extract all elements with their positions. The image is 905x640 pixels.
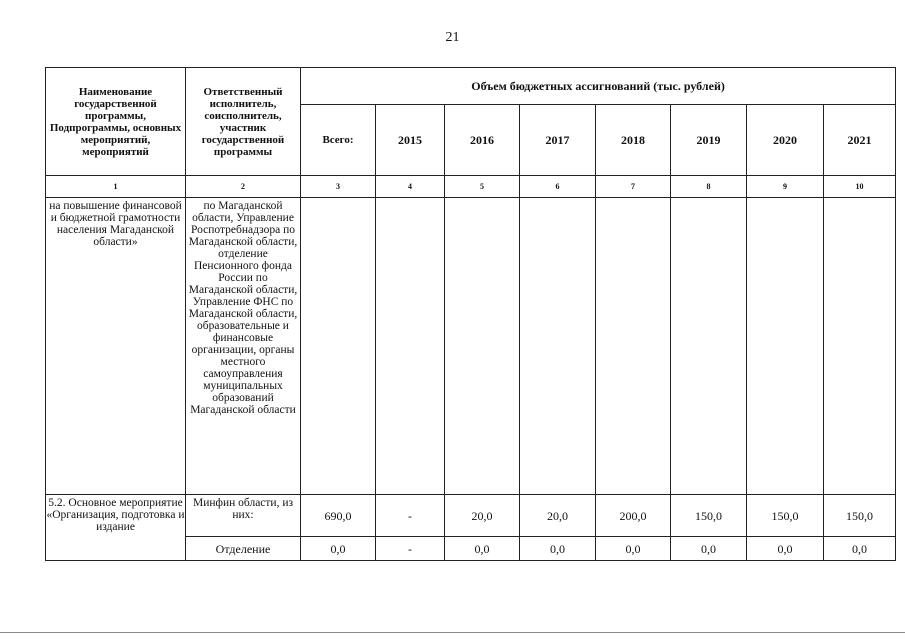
value-cell: 0,0 <box>747 537 824 561</box>
program-name-cell: 5.2. Основное мероприятие «Организация, подготовка и издание <box>46 495 186 561</box>
value-cell: 150,0 <box>824 495 896 537</box>
column-number: 2 <box>186 176 301 198</box>
program-name-cell: на повышение финансовой и бюджетной грамотности населения Магаданской области» <box>46 198 186 495</box>
header-year: 2015 <box>376 105 445 176</box>
empty-cell <box>520 198 596 495</box>
value-cell: 0,0 <box>596 537 671 561</box>
column-number: 3 <box>301 176 376 198</box>
executor-cell: по Магаданской области, Управление Роспотребнадзора по Магаданской области, отделение Пенсионного фонда России по Магаданской области, Управление ФНС по Магаданской области, образовательные и финансовые организации, органы местного самоуправления муниципальных образований Магаданской области <box>186 198 301 495</box>
value-cell: - <box>376 495 445 537</box>
value-cell: 150,0 <box>671 495 747 537</box>
value-cell: 200,0 <box>596 495 671 537</box>
value-cell: 0,0 <box>520 537 596 561</box>
column-number: 6 <box>520 176 596 198</box>
value-cell: 0,0 <box>824 537 896 561</box>
budget-table <box>45 67 896 561</box>
column-number: 5 <box>445 176 520 198</box>
empty-cell <box>596 198 671 495</box>
column-number: 10 <box>824 176 896 198</box>
empty-cell <box>301 198 376 495</box>
value-cell: 690,0 <box>301 495 376 537</box>
column-number: 9 <box>747 176 824 198</box>
header-year: 2018 <box>596 105 671 176</box>
value-cell: 150,0 <box>747 495 824 537</box>
page-number: 21 <box>445 30 460 45</box>
column-number: 4 <box>376 176 445 198</box>
header-year: 2019 <box>671 105 747 176</box>
column-number: 1 <box>46 176 186 198</box>
value-cell: 20,0 <box>445 495 520 537</box>
header-total: Всего: <box>301 105 376 176</box>
empty-cell <box>376 198 445 495</box>
header-name: Наименование государственной программы, Подпрограммы, основных мероприятий, мероприятий <box>46 68 186 176</box>
header-year: 2017 <box>520 105 596 176</box>
executor-cell: Минфин области, из них: <box>186 495 301 537</box>
executor-cell: Отделение <box>186 537 301 561</box>
empty-cell <box>747 198 824 495</box>
value-cell: 0,0 <box>671 537 747 561</box>
header-year: 2016 <box>445 105 520 176</box>
header-budget: Объем бюджетных ассигнований (тыс. рублей) <box>301 68 896 105</box>
column-number: 8 <box>671 176 747 198</box>
column-number: 7 <box>596 176 671 198</box>
page-edge-line <box>0 632 905 633</box>
value-cell: - <box>376 537 445 561</box>
value-cell: 0,0 <box>301 537 376 561</box>
header-year: 2021 <box>824 105 896 176</box>
empty-cell <box>671 198 747 495</box>
value-cell: 20,0 <box>520 495 596 537</box>
empty-cell <box>824 198 896 495</box>
empty-cell <box>445 198 520 495</box>
header-executor: Ответственный исполнитель, соисполнитель, участник государственной программы <box>186 68 301 176</box>
header-year: 2020 <box>747 105 824 176</box>
value-cell: 0,0 <box>445 537 520 561</box>
